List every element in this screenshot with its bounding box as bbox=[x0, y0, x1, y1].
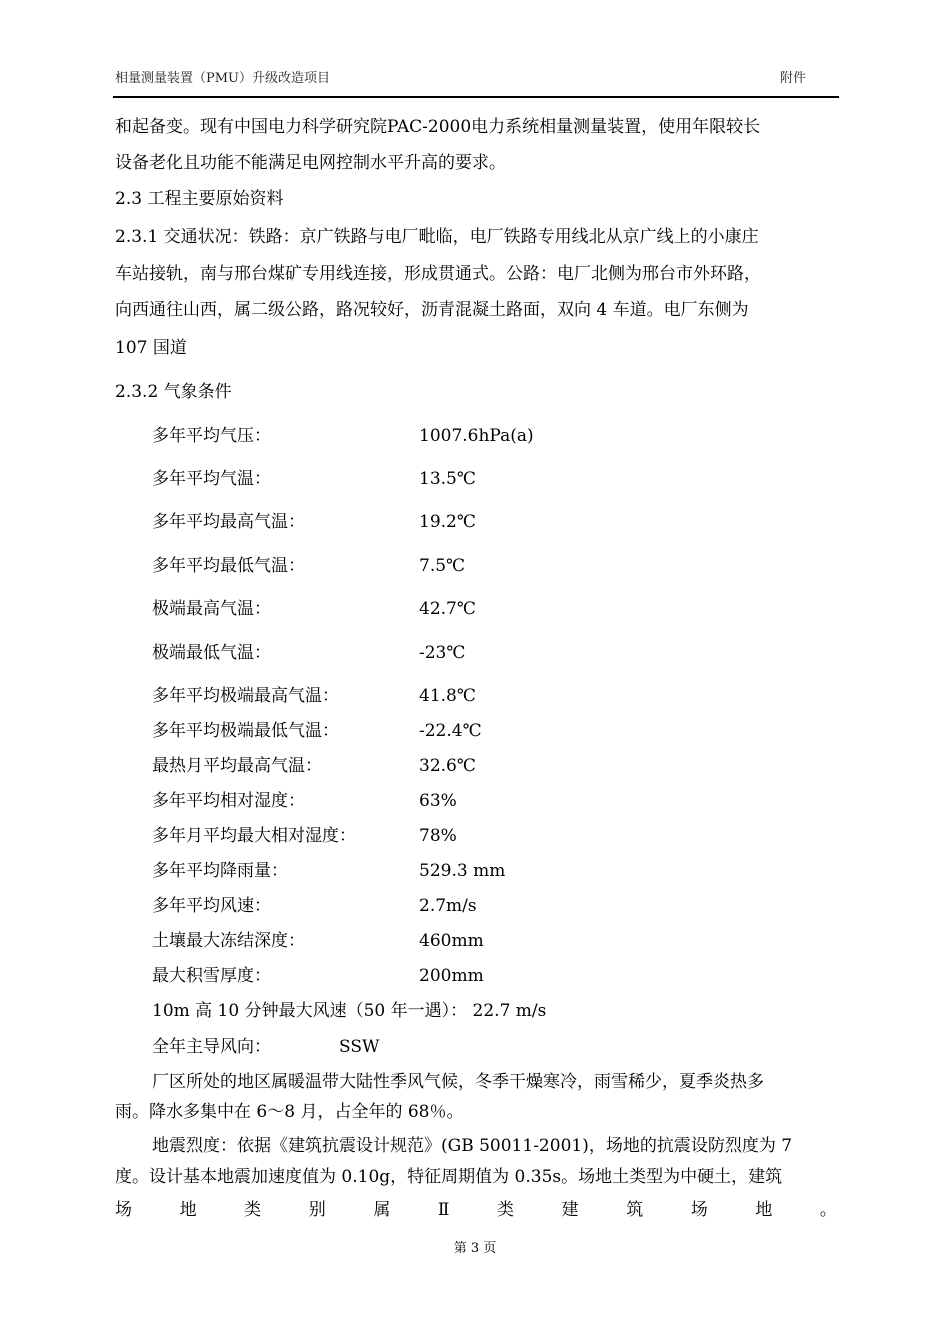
climate-value: 200mm bbox=[419, 966, 484, 986]
climate-label: 多年平均气压： bbox=[152, 426, 271, 446]
climate-label: 极端最高气温： bbox=[152, 599, 271, 619]
page-number: 第 3 页 bbox=[453, 1241, 497, 1256]
char: 别 bbox=[308, 1200, 326, 1220]
paragraph-line: 和起备变。现有中国电力科学研究院PAC-2000电力系统相量测量装置，使用年限较长 bbox=[115, 117, 761, 137]
climate-value: 63% bbox=[419, 791, 457, 811]
climate-label: 多年平均气温： bbox=[152, 469, 271, 489]
section-heading: 2.3 工程主要原始资料 bbox=[115, 189, 284, 209]
climate-label: 多年平均极端最低气温： bbox=[152, 721, 339, 741]
char: 类 bbox=[497, 1200, 515, 1220]
climate-label: 最热月平均最高气温： bbox=[152, 756, 322, 776]
climate-label: 多年平均降雨量： bbox=[152, 861, 288, 881]
climate-value: -23℃ bbox=[419, 643, 466, 663]
climate-value: 1007.6hPa(a) bbox=[419, 426, 534, 446]
paragraph-line: 2.3.1 交通状况：铁路：京广铁路与电厂毗临，电厂铁路专用线北从京广线上的小康庄 bbox=[115, 227, 759, 247]
char: 类 bbox=[244, 1200, 262, 1220]
justified-last-line bbox=[115, 1198, 837, 1222]
climate-label: 土壤最大冻结深度： bbox=[152, 931, 305, 951]
char: 属 bbox=[373, 1200, 391, 1220]
climate-value: 42.7℃ bbox=[419, 599, 476, 619]
paragraph-line: 设备老化且功能不能满足电网控制水平升高的要求。 bbox=[115, 153, 506, 173]
wind-direction-value: SSW bbox=[339, 1037, 380, 1057]
char: 。 bbox=[819, 1200, 837, 1220]
header-rule bbox=[113, 96, 839, 98]
climate-label: 多年月平均最大相对湿度： bbox=[152, 826, 356, 846]
paragraph-line: 厂区所处的地区属暖温带大陆性季风气候，冬季干燥寒冷，雨雪稀少，夏季炎热多 bbox=[152, 1072, 764, 1092]
paragraph-line: 车站接轨，南与邢台煤矿专用线连接，形成贯通式。公路：电厂北侧为邢台市外环路， bbox=[115, 264, 761, 284]
paragraph-line: 向西通往山西，属二级公路，路况较好，沥青混凝土路面，双向 4 车道。电厂东侧为 bbox=[115, 300, 749, 320]
paragraph-line: 107 国道 bbox=[115, 338, 187, 358]
char: 场 bbox=[115, 1200, 132, 1220]
climate-value: 41.8℃ bbox=[419, 686, 476, 706]
wind-direction-label: 全年主导风向： bbox=[152, 1037, 271, 1057]
climate-label: 多年平均极端最高气温： bbox=[152, 686, 339, 706]
climate-value: 460mm bbox=[419, 931, 484, 951]
climate-label: 多年平均最高气温： bbox=[152, 512, 305, 532]
climate-label: 多年平均相对湿度： bbox=[152, 791, 305, 811]
header-attachment: 附件 bbox=[780, 71, 807, 86]
climate-label: 多年平均最低气温： bbox=[152, 556, 305, 576]
climate-value: 2.7m/s bbox=[419, 896, 477, 916]
paragraph-line: 地震烈度：依据《建筑抗震设计规范》(GB 50011-2001)，场地的抗震设防烈度为 7 bbox=[152, 1136, 793, 1156]
paragraph-line: 雨。降水多集中在 6～8 月，占全年的 68％。 bbox=[115, 1102, 464, 1122]
section-heading: 2.3.2 气象条件 bbox=[115, 382, 232, 402]
char: 场 bbox=[690, 1200, 708, 1220]
char: 建 bbox=[561, 1200, 579, 1220]
climate-label: 多年平均风速： bbox=[152, 896, 271, 916]
climate-label: 最大积雪厚度： bbox=[152, 966, 271, 986]
climate-value: 19.2℃ bbox=[419, 512, 476, 532]
char: 地 bbox=[179, 1200, 197, 1220]
climate-value: 7.5℃ bbox=[419, 556, 466, 576]
climate-label: 极端最低气温： bbox=[152, 643, 271, 663]
climate-value: 529.3 mm bbox=[419, 861, 506, 881]
max-wind-speed: 10m 高 10 分钟最大风速（50 年一遇）： 22.7 m/s bbox=[152, 1001, 547, 1021]
climate-value: 78% bbox=[419, 826, 457, 846]
char: 筑 bbox=[626, 1200, 644, 1220]
climate-value: 13.5℃ bbox=[419, 469, 476, 489]
climate-value: -22.4℃ bbox=[419, 721, 482, 741]
paragraph-line: 度。设计基本地震加速度值为 0.10g，特征周期值为 0.35s。场地土类型为中硬土，建筑 bbox=[115, 1167, 783, 1187]
char: 地 bbox=[755, 1200, 773, 1220]
climate-value: 32.6℃ bbox=[419, 756, 476, 776]
char: Ⅱ bbox=[437, 1200, 450, 1220]
header-title: 相量测量装置（PMU）升级改造项目 bbox=[115, 71, 331, 86]
